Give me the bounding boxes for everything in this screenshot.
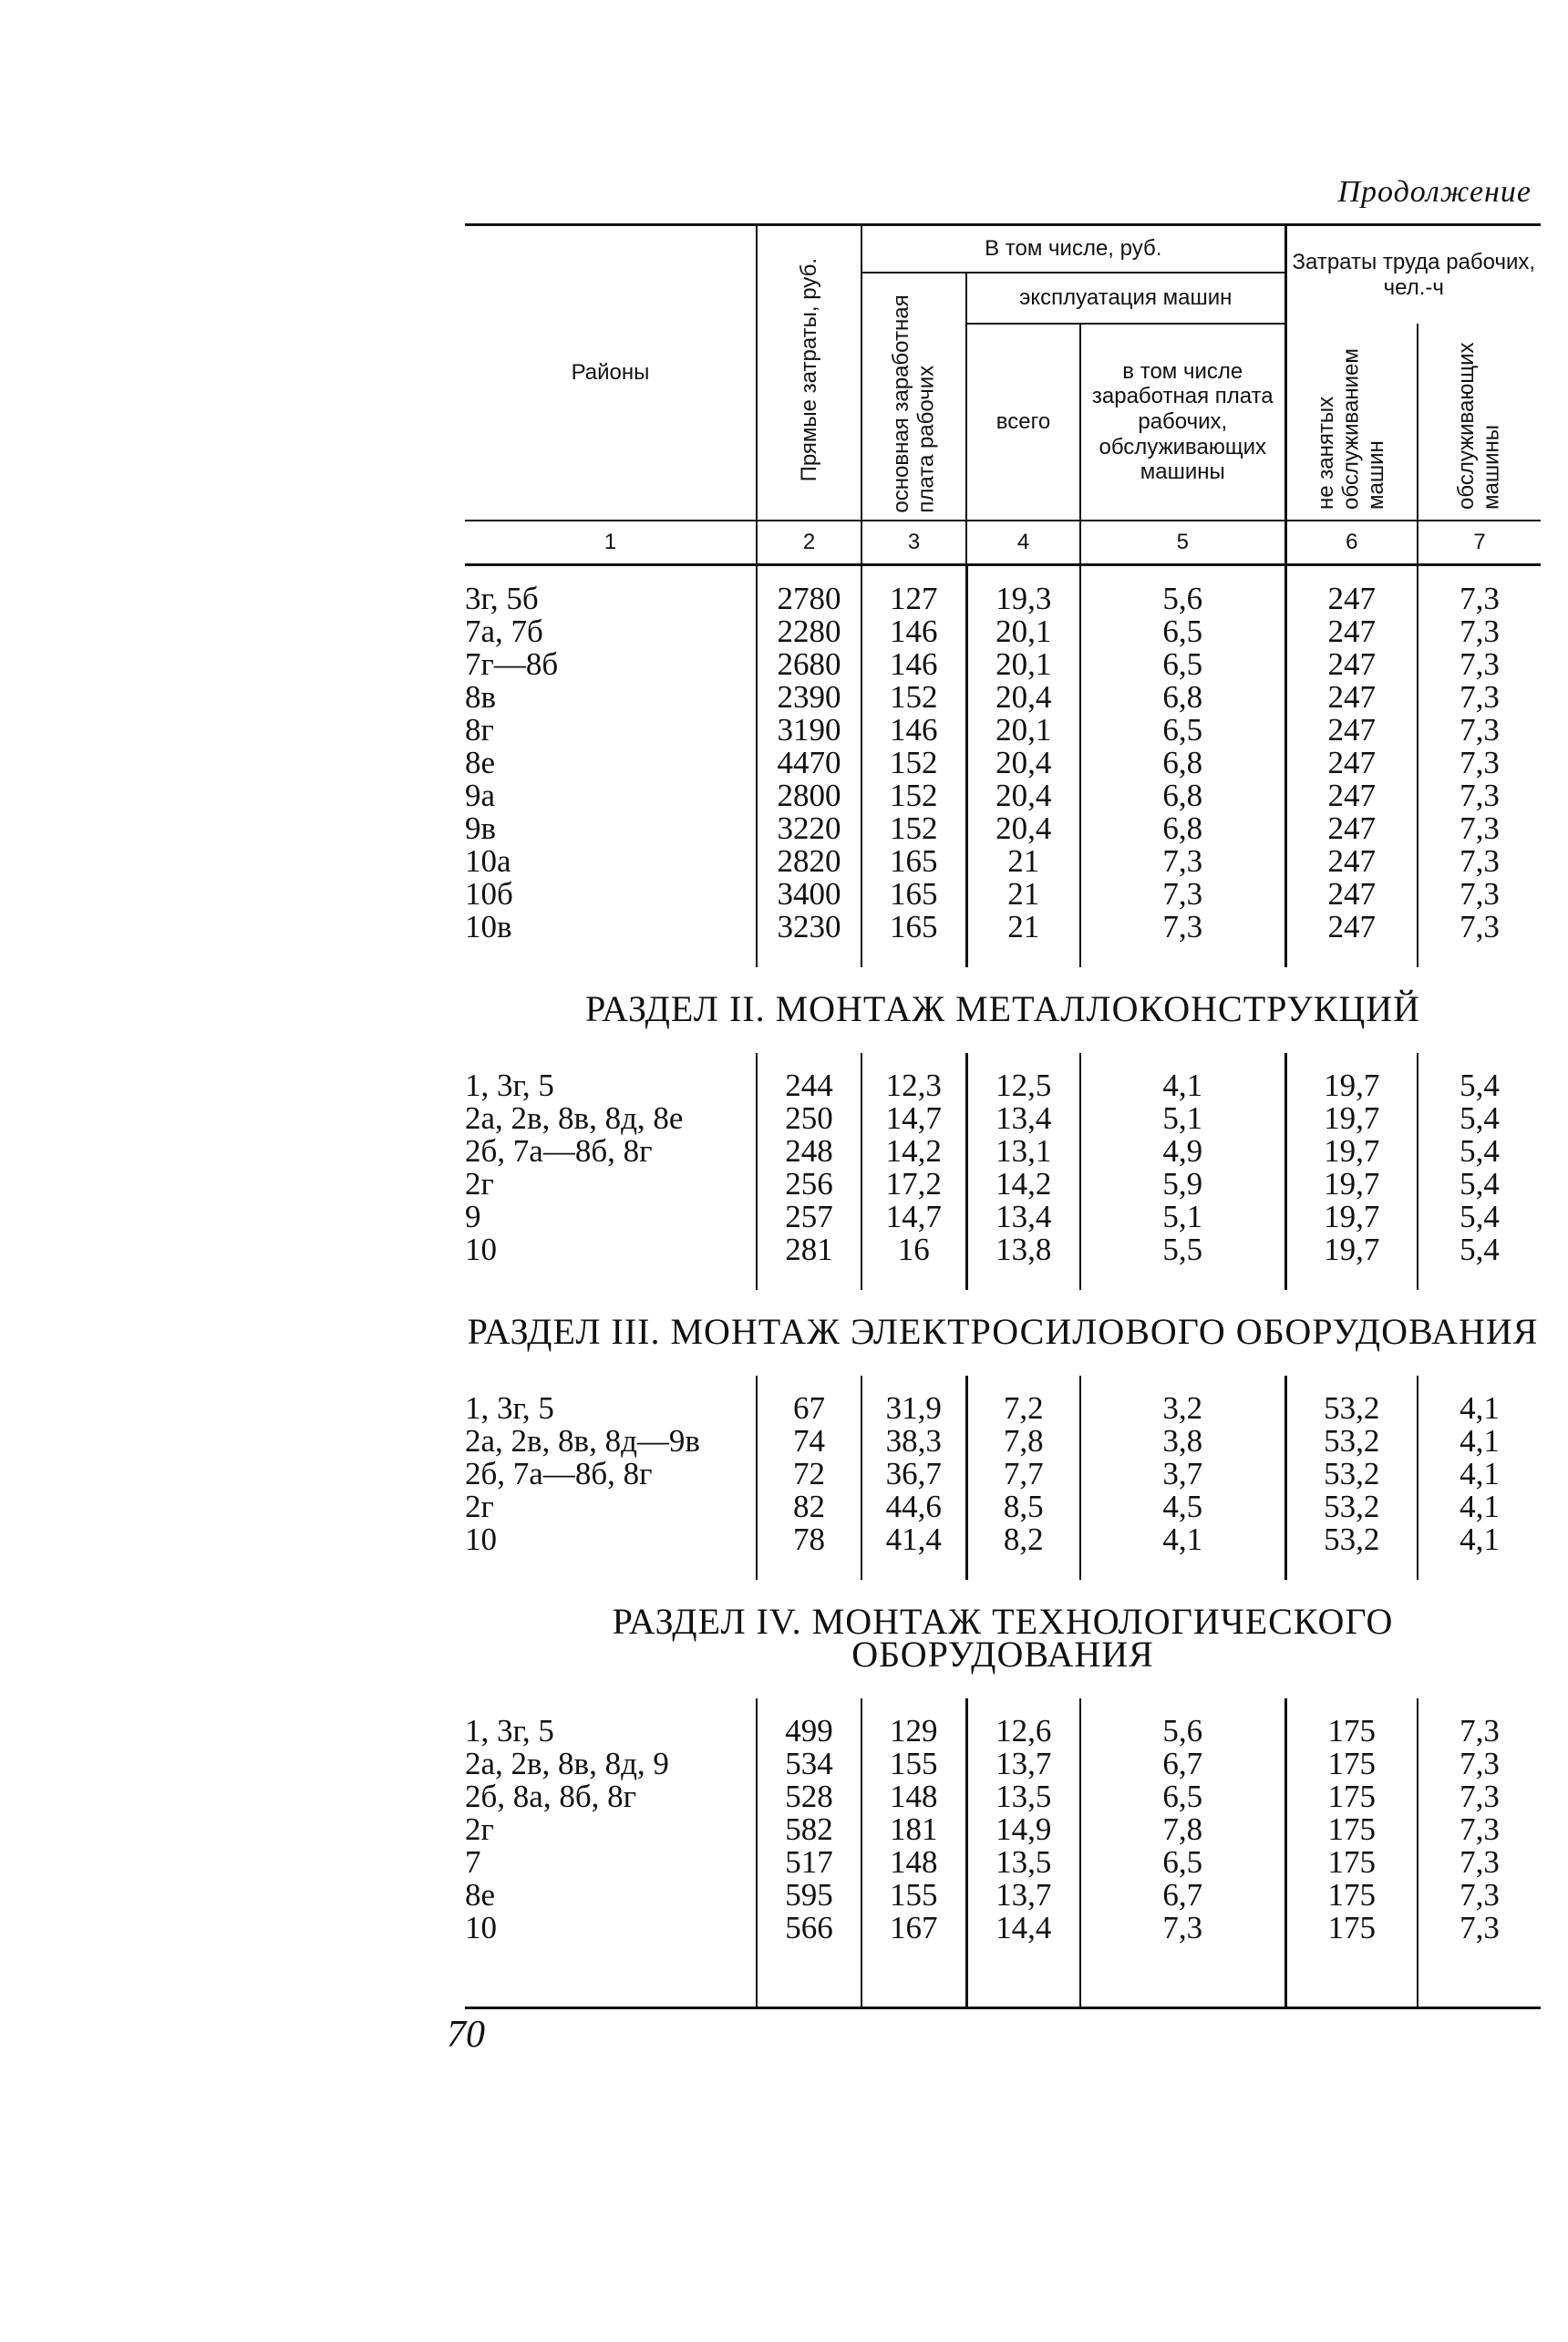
direct-costs-cell: 595 xyxy=(757,1879,861,1912)
machine-total-cell: 21 xyxy=(966,845,1080,878)
direct-costs-cell: 4470 xyxy=(757,747,861,779)
labor-machine-cell: 7,3 xyxy=(1418,615,1541,648)
col-number: 2 xyxy=(757,521,861,565)
labor-not-machine-cell: 53,2 xyxy=(1285,1425,1418,1458)
base-wage-cell: 165 xyxy=(861,845,966,878)
base-wage-cell: 146 xyxy=(861,648,966,681)
region-cell: 3г, 5б xyxy=(465,580,539,616)
closing-cell xyxy=(966,1968,1080,2008)
labor-not-machine-cell: 247 xyxy=(1285,878,1418,911)
machine-total-cell: 20,4 xyxy=(966,747,1080,779)
header-including-rub: В том числе, руб. xyxy=(861,225,1285,273)
labor-machine-cell: 7,3 xyxy=(1418,648,1541,681)
table-section xyxy=(465,1290,1541,1580)
section-title-row xyxy=(465,967,1541,1053)
direct-costs-cell: 256 xyxy=(757,1168,861,1201)
base-wage-cell: 44,6 xyxy=(861,1491,966,1523)
region-cell: 2б, 8а, 8б, 8г xyxy=(465,1778,637,1814)
labor-machine-cell: 7,3 xyxy=(1418,779,1541,812)
machine-wage-cell: 6,8 xyxy=(1080,681,1285,714)
labor-machine-cell: 7,3 xyxy=(1418,812,1541,845)
machine-wage-cell: 3,2 xyxy=(1080,1376,1285,1425)
header-machine-operation: эксплуатация машин xyxy=(966,273,1285,324)
col-number: 5 xyxy=(1080,521,1285,565)
machine-total-cell: 14,2 xyxy=(966,1168,1080,1201)
table-footer xyxy=(465,1968,1541,2008)
region-cell: 2а, 2в, 8в, 8д, 9 xyxy=(465,1745,669,1781)
region-cell: 10 xyxy=(465,1909,497,1945)
labor-not-machine-cell: 247 xyxy=(1285,845,1418,878)
direct-costs-cell: 499 xyxy=(757,1698,861,1748)
labor-not-machine-cell: 53,2 xyxy=(1285,1376,1418,1425)
machine-total-cell: 20,4 xyxy=(966,812,1080,845)
machine-total-cell: 13,4 xyxy=(966,1102,1080,1135)
machine-total-cell: 13,4 xyxy=(966,1201,1080,1233)
direct-costs-cell: 528 xyxy=(757,1780,861,1813)
base-wage-cell: 152 xyxy=(861,779,966,812)
machine-wage-cell: 6,7 xyxy=(1080,1748,1285,1780)
base-wage-cell: 148 xyxy=(861,1780,966,1813)
col-number: 7 xyxy=(1418,521,1541,565)
machine-wage-cell: 6,8 xyxy=(1080,812,1285,845)
closing-cell xyxy=(465,1968,757,2008)
base-wage-cell: 14,7 xyxy=(861,1102,966,1135)
machine-wage-cell: 6,8 xyxy=(1080,747,1285,779)
direct-costs-cell: 2280 xyxy=(757,615,861,648)
header-labor-costs: Затраты труда рабочих, чел.-ч xyxy=(1285,225,1541,325)
machine-total-cell: 12,5 xyxy=(966,1053,1080,1102)
labor-machine-cell: 7,3 xyxy=(1418,714,1541,747)
base-wage-cell: 41,4 xyxy=(861,1523,966,1580)
header-including-wage-machine: в том числе заработная плата рабочих, обслуживающих машины xyxy=(1080,324,1285,521)
table-row xyxy=(465,878,1541,911)
direct-costs-cell: 257 xyxy=(757,1201,861,1233)
region-cell: 2б, 7а—8б, 8г xyxy=(465,1132,653,1169)
labor-not-machine-cell: 19,7 xyxy=(1285,1201,1418,1233)
direct-costs-cell: 250 xyxy=(757,1102,861,1135)
machine-wage-cell: 5,1 xyxy=(1080,1102,1285,1135)
table-row xyxy=(465,1168,1541,1201)
labor-machine-cell: 7,3 xyxy=(1418,1748,1541,1780)
labor-not-machine-cell: 247 xyxy=(1285,564,1418,615)
table-row xyxy=(465,812,1541,845)
machine-total-cell: 7,8 xyxy=(966,1425,1080,1458)
direct-costs-cell: 281 xyxy=(757,1233,861,1290)
table-row xyxy=(465,1912,1541,1968)
labor-not-machine-cell: 247 xyxy=(1285,681,1418,714)
table-section xyxy=(465,564,1541,967)
region-cell: 2а, 2в, 8в, 8д, 8е xyxy=(465,1099,684,1136)
machine-wage-cell: 5,1 xyxy=(1080,1201,1285,1233)
base-wage-cell: 152 xyxy=(861,681,966,714)
col-number: 1 xyxy=(465,521,757,565)
table-row xyxy=(465,1053,1541,1102)
labor-not-machine-cell: 247 xyxy=(1285,779,1418,812)
closing-cell xyxy=(1285,1968,1418,2008)
table-row xyxy=(465,1698,1541,1748)
machine-wage-cell: 6,7 xyxy=(1080,1879,1285,1912)
machine-wage-cell: 7,3 xyxy=(1080,911,1285,967)
labor-not-machine-cell: 175 xyxy=(1285,1698,1418,1748)
section-title: РАЗДЕЛ III. МОНТАЖ ЭЛЕКТРОСИЛОВОГО ОБОРУДОВАНИЯ xyxy=(467,1310,1539,1352)
machine-total-cell: 21 xyxy=(966,878,1080,911)
region-cell: 7 xyxy=(465,1843,481,1880)
machine-wage-cell: 6,5 xyxy=(1080,1846,1285,1879)
machine-wage-cell: 6,5 xyxy=(1080,648,1285,681)
table-row xyxy=(465,1425,1541,1458)
base-wage-cell: 152 xyxy=(861,747,966,779)
column-numbers-row xyxy=(465,521,1541,565)
base-wage-cell: 165 xyxy=(861,878,966,911)
direct-costs-cell: 244 xyxy=(757,1053,861,1102)
labor-machine-cell: 7,3 xyxy=(1418,1912,1541,1968)
labor-not-machine-cell: 19,7 xyxy=(1285,1053,1418,1102)
machine-wage-cell: 7,3 xyxy=(1080,845,1285,878)
region-cell: 8е xyxy=(465,744,496,780)
labor-machine-cell: 5,4 xyxy=(1418,1201,1541,1233)
closing-rule-row xyxy=(465,1968,1541,2008)
base-wage-cell: 14,7 xyxy=(861,1201,966,1233)
table-row xyxy=(465,564,1541,615)
table-row xyxy=(465,1458,1541,1491)
machine-total-cell: 19,3 xyxy=(966,564,1080,615)
direct-costs-cell: 2780 xyxy=(757,564,861,615)
base-wage-cell: 155 xyxy=(861,1748,966,1780)
table-row xyxy=(465,1376,1541,1425)
table-row xyxy=(465,648,1541,681)
table-row xyxy=(465,1780,1541,1813)
machine-wage-cell: 6,5 xyxy=(1080,615,1285,648)
direct-costs-cell: 82 xyxy=(757,1491,861,1523)
region-cell: 1, 3г, 5 xyxy=(465,1389,554,1426)
page-number: 70 xyxy=(447,2014,485,2056)
section-title: РАЗДЕЛ II. МОНТАЖ МЕТАЛЛОКОНСТРУКЦИЙ xyxy=(585,987,1421,1029)
base-wage-cell: 12,3 xyxy=(861,1053,966,1102)
direct-costs-cell: 78 xyxy=(757,1523,861,1580)
col-number: 4 xyxy=(966,521,1080,565)
machine-total-cell: 14,9 xyxy=(966,1813,1080,1846)
machine-total-cell: 7,2 xyxy=(966,1376,1080,1425)
direct-costs-cell: 566 xyxy=(757,1912,861,1968)
base-wage-cell: 16 xyxy=(861,1233,966,1290)
direct-costs-cell: 67 xyxy=(757,1376,861,1425)
labor-not-machine-cell: 175 xyxy=(1285,1846,1418,1879)
region-cell: 7г—8б xyxy=(465,645,559,682)
region-cell: 8г xyxy=(465,711,494,748)
machine-wage-cell: 4,5 xyxy=(1080,1491,1285,1523)
labor-not-machine-cell: 175 xyxy=(1285,1748,1418,1780)
table-row xyxy=(465,911,1541,967)
labor-machine-cell: 7,3 xyxy=(1418,878,1541,911)
table-row xyxy=(465,1491,1541,1523)
machine-total-cell: 20,1 xyxy=(966,714,1080,747)
direct-costs-cell: 3230 xyxy=(757,911,861,967)
machine-total-cell: 20,4 xyxy=(966,779,1080,812)
machine-wage-cell: 4,1 xyxy=(1080,1523,1285,1580)
direct-costs-cell: 3190 xyxy=(757,714,861,747)
table-row xyxy=(465,1748,1541,1780)
labor-not-machine-cell: 19,7 xyxy=(1285,1168,1418,1201)
machine-total-cell: 14,4 xyxy=(966,1912,1080,1968)
region-cell: 10 xyxy=(465,1231,497,1267)
direct-costs-cell: 2820 xyxy=(757,845,861,878)
labor-machine-cell: 7,3 xyxy=(1418,1813,1541,1846)
base-wage-cell: 129 xyxy=(861,1698,966,1748)
base-wage-cell: 152 xyxy=(861,812,966,845)
labor-not-machine-cell: 247 xyxy=(1285,615,1418,648)
machine-wage-cell: 3,7 xyxy=(1080,1458,1285,1491)
region-cell: 8е xyxy=(465,1876,496,1913)
header-base-wage: основная заработная плата рабочих xyxy=(861,273,966,521)
machine-total-cell: 13,1 xyxy=(966,1135,1080,1168)
labor-not-machine-cell: 19,7 xyxy=(1285,1135,1418,1168)
labor-not-machine-cell: 19,7 xyxy=(1285,1233,1418,1290)
cost-table xyxy=(465,223,1541,2009)
table-row xyxy=(465,1135,1541,1168)
machine-wage-cell: 7,8 xyxy=(1080,1813,1285,1846)
base-wage-cell: 146 xyxy=(861,714,966,747)
region-cell: 1, 3г, 5 xyxy=(465,1712,554,1749)
table-row xyxy=(465,1879,1541,1912)
labor-not-machine-cell: 247 xyxy=(1285,747,1418,779)
labor-not-machine-cell: 247 xyxy=(1285,911,1418,967)
region-cell: 9в xyxy=(465,810,497,846)
machine-total-cell: 7,7 xyxy=(966,1458,1080,1491)
region-cell: 9 xyxy=(465,1198,481,1234)
table-section xyxy=(465,1580,1541,1968)
labor-not-machine-cell: 53,2 xyxy=(1285,1523,1418,1580)
labor-machine-cell: 4,1 xyxy=(1418,1425,1541,1458)
direct-costs-cell: 3400 xyxy=(757,878,861,911)
table-row xyxy=(465,1233,1541,1290)
machine-total-cell: 20,1 xyxy=(966,648,1080,681)
header-regions: Районы xyxy=(465,225,757,521)
machine-wage-cell: 7,3 xyxy=(1080,1912,1285,1968)
section-title-row xyxy=(465,1290,1541,1376)
labor-machine-cell: 5,4 xyxy=(1418,1135,1541,1168)
labor-machine-cell: 4,1 xyxy=(1418,1491,1541,1523)
machine-wage-cell: 4,9 xyxy=(1080,1135,1285,1168)
region-cell: 10в xyxy=(465,908,512,944)
machine-wage-cell: 6,5 xyxy=(1080,1780,1285,1813)
machine-total-cell: 8,5 xyxy=(966,1491,1080,1523)
machine-total-cell: 13,7 xyxy=(966,1879,1080,1912)
header-direct-costs: Прямые затраты, руб. xyxy=(757,225,861,521)
direct-costs-cell: 2680 xyxy=(757,648,861,681)
table-row xyxy=(465,681,1541,714)
machine-wage-cell: 3,8 xyxy=(1080,1425,1285,1458)
table-header xyxy=(465,225,1541,565)
labor-machine-cell: 7,3 xyxy=(1418,1780,1541,1813)
table-row xyxy=(465,1102,1541,1135)
machine-wage-cell: 5,9 xyxy=(1080,1168,1285,1201)
machine-wage-cell: 6,5 xyxy=(1080,714,1285,747)
labor-not-machine-cell: 247 xyxy=(1285,812,1418,845)
machine-wage-cell: 5,5 xyxy=(1080,1233,1285,1290)
region-cell: 10б xyxy=(465,875,513,912)
machine-total-cell: 20,1 xyxy=(966,615,1080,648)
base-wage-cell: 14,2 xyxy=(861,1135,966,1168)
closing-cell xyxy=(1080,1968,1285,2008)
table-row xyxy=(465,1846,1541,1879)
labor-machine-cell: 7,3 xyxy=(1418,1698,1541,1748)
machine-total-cell: 13,8 xyxy=(966,1233,1080,1290)
region-cell: 2г xyxy=(465,1165,494,1202)
base-wage-cell: 181 xyxy=(861,1813,966,1846)
machine-total-cell: 8,2 xyxy=(966,1523,1080,1580)
base-wage-cell: 38,3 xyxy=(861,1425,966,1458)
table-row xyxy=(465,779,1541,812)
region-cell: 2б, 7а—8б, 8г xyxy=(465,1455,653,1491)
machine-wage-cell: 5,6 xyxy=(1080,564,1285,615)
table-row xyxy=(465,1201,1541,1233)
machine-wage-cell: 6,8 xyxy=(1080,779,1285,812)
labor-not-machine-cell: 53,2 xyxy=(1285,1491,1418,1523)
labor-machine-cell: 5,4 xyxy=(1418,1053,1541,1102)
labor-machine-cell: 4,1 xyxy=(1418,1376,1541,1425)
base-wage-cell: 148 xyxy=(861,1846,966,1879)
labor-not-machine-cell: 19,7 xyxy=(1285,1102,1418,1135)
machine-total-cell: 21 xyxy=(966,911,1080,967)
labor-machine-cell: 7,3 xyxy=(1418,911,1541,967)
region-cell: 2г xyxy=(465,1488,494,1524)
direct-costs-cell: 517 xyxy=(757,1846,861,1879)
col-number: 6 xyxy=(1285,521,1418,565)
labor-not-machine-cell: 247 xyxy=(1285,714,1418,747)
closing-cell xyxy=(861,1968,966,2008)
table-row xyxy=(465,1813,1541,1846)
labor-not-machine-cell: 175 xyxy=(1285,1780,1418,1813)
direct-costs-cell: 2800 xyxy=(757,779,861,812)
base-wage-cell: 31,9 xyxy=(861,1376,966,1425)
labor-machine-cell: 7,3 xyxy=(1418,1846,1541,1879)
base-wage-cell: 155 xyxy=(861,1879,966,1912)
labor-not-machine-cell: 175 xyxy=(1285,1879,1418,1912)
direct-costs-cell: 3220 xyxy=(757,812,861,845)
table-row xyxy=(465,1523,1541,1580)
base-wage-cell: 17,2 xyxy=(861,1168,966,1201)
direct-costs-cell: 74 xyxy=(757,1425,861,1458)
section-title: РАЗДЕЛ IV. МОНТАЖ ТЕХНОЛОГИЧЕСКОГО ОБОРУДОВАНИЯ xyxy=(612,1600,1394,1675)
labor-not-machine-cell: 175 xyxy=(1285,1813,1418,1846)
direct-costs-cell: 248 xyxy=(757,1135,861,1168)
labor-machine-cell: 7,3 xyxy=(1418,564,1541,615)
region-cell: 8в xyxy=(465,678,497,715)
labor-not-machine-cell: 175 xyxy=(1285,1912,1418,1968)
region-cell: 9а xyxy=(465,777,496,813)
region-cell: 10 xyxy=(465,1521,497,1557)
machine-wage-cell: 5,6 xyxy=(1080,1698,1285,1748)
labor-machine-cell: 5,4 xyxy=(1418,1233,1541,1290)
direct-costs-cell: 582 xyxy=(757,1813,861,1846)
base-wage-cell: 127 xyxy=(861,564,966,615)
base-wage-cell: 36,7 xyxy=(861,1458,966,1491)
region-cell: 2а, 2в, 8в, 8д—9в xyxy=(465,1422,700,1459)
machine-total-cell: 13,7 xyxy=(966,1748,1080,1780)
labor-machine-cell: 5,4 xyxy=(1418,1168,1541,1201)
labor-not-machine-cell: 53,2 xyxy=(1285,1458,1418,1491)
region-cell: 10а xyxy=(465,842,511,879)
header-not-machine: не занятых обслуживанием машин xyxy=(1285,324,1418,521)
header-total: всего xyxy=(966,324,1080,521)
table-section xyxy=(465,967,1541,1290)
region-cell: 2г xyxy=(465,1811,494,1847)
labor-machine-cell: 7,3 xyxy=(1418,845,1541,878)
closing-cell xyxy=(757,1968,861,2008)
table-row xyxy=(465,714,1541,747)
table-row xyxy=(465,747,1541,779)
machine-total-cell: 20,4 xyxy=(966,681,1080,714)
section-title-row xyxy=(465,1580,1541,1698)
machine-wage-cell: 4,1 xyxy=(1080,1053,1285,1102)
machine-total-cell: 13,5 xyxy=(966,1780,1080,1813)
header-machine-service: обслуживающих машины xyxy=(1418,324,1541,521)
col-number: 3 xyxy=(861,521,966,565)
labor-machine-cell: 4,1 xyxy=(1418,1458,1541,1491)
labor-machine-cell: 7,3 xyxy=(1418,747,1541,779)
labor-machine-cell: 5,4 xyxy=(1418,1102,1541,1135)
base-wage-cell: 165 xyxy=(861,911,966,967)
region-cell: 7а, 7б xyxy=(465,613,543,649)
labor-machine-cell: 4,1 xyxy=(1418,1523,1541,1580)
labor-machine-cell: 7,3 xyxy=(1418,681,1541,714)
closing-cell xyxy=(1418,1968,1541,2008)
labor-not-machine-cell: 247 xyxy=(1285,648,1418,681)
table-row xyxy=(465,845,1541,878)
direct-costs-cell: 72 xyxy=(757,1458,861,1491)
table-row xyxy=(465,615,1541,648)
machine-total-cell: 13,5 xyxy=(966,1846,1080,1879)
continuation-label: Продолжение xyxy=(1337,175,1532,209)
direct-costs-cell: 2390 xyxy=(757,681,861,714)
machine-wage-cell: 7,3 xyxy=(1080,878,1285,911)
region-cell: 1, 3г, 5 xyxy=(465,1067,554,1103)
labor-machine-cell: 7,3 xyxy=(1418,1879,1541,1912)
base-wage-cell: 146 xyxy=(861,615,966,648)
machine-total-cell: 12,6 xyxy=(966,1698,1080,1748)
direct-costs-cell: 534 xyxy=(757,1748,861,1780)
base-wage-cell: 167 xyxy=(861,1912,966,1968)
